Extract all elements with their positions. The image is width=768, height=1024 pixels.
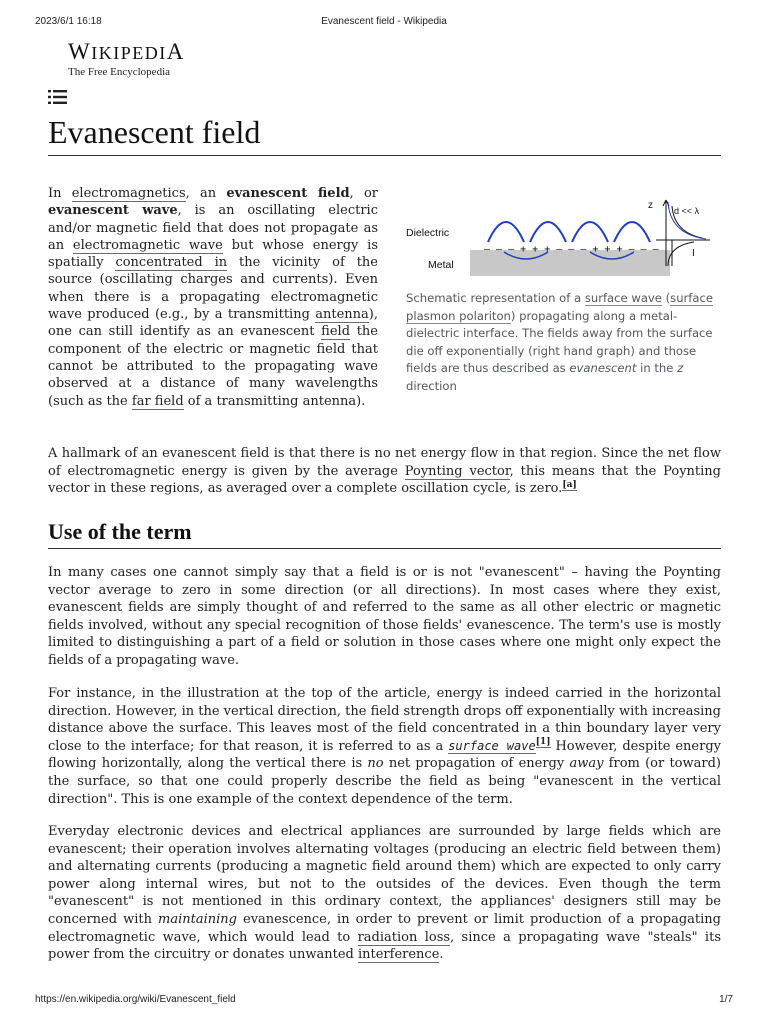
paragraph-hallmark: A hallmark of an evanescent field is that there is no net energy flow in that region. Since the net flow of electromagnetic energy is given by the average Poynting vector, this means that the Poynting vector in these regions, as averaged over a complete oscillation cycle, is zero.[a] (48, 446, 721, 497)
figure-surface-wave (404, 196, 722, 395)
axis-note: d << λ (674, 206, 700, 216)
paragraph-use-1: In many cases one cannot simply say that a field is or is not "evanescent" – having the Poynting vector average to zero in some direction (or all directions). In most cases where they exist, evanescent fields are simply thought of and referred to the same as all other electric or magnetic fields involved, without any special recognition of those fields' evanescence. The term's use is mostly limited to distinguishing a part of a field or solution in those cases where one might only expect the fields of a propagating wave. (48, 565, 721, 668)
reference-a[interactable]: [a] (562, 479, 577, 490)
axis-z-label: z (648, 200, 653, 211)
link-surface-wave[interactable]: surface wave (448, 738, 536, 753)
lead-paragraph: In electromagnetics, an evanescent field, or evanescent wave, is an oscillating electric and/or magnetic field that does not propagate as an electromagnetic wave but whose energy is spatially concentrated in the vicinity of the source (oscillating charges and currents). Even when there is a propagating electromagnetic wave produced (e.g., by a transmitting antenna), one can still identify as an evanescent field the component of the electric or magnetic field that cannot be attributed to the propagating wave observed at a distance of many wavelengths (such as the far field of a transmitting antenna). (48, 186, 378, 409)
link-antenna[interactable]: antenna (315, 307, 369, 323)
page-number: 1/7 (719, 994, 733, 1005)
logo-tagline: The Free Encyclopedia (68, 66, 171, 78)
page-title: Evanescent field (48, 112, 721, 156)
link-interference[interactable]: interference (357, 947, 440, 963)
paragraph-use-3: Everyday electronic devices and electrical appliances are surrounded by large fields which are evanescent; their operation involves alternating voltages (producing an electric field between them) and alternating currents (producing a magnetic field around them) which are expected to only carry power along internal wires, but not to the outsides of the devices. Even though the term "evanescent" is not mentioned in this ordinary context, the appliances' designers still may be concerned with maintaining evanescence, in order to prevent or limit production of a propagating electromagnetic wave, which would lead to radiation loss, since a propagating wave "steals" its power from the circuitry or donates unwanted interference. (48, 824, 722, 963)
link-poynting-vector[interactable]: Poynting vector (404, 463, 510, 479)
link-field[interactable]: field (321, 324, 351, 340)
link-electromagnetics[interactable]: electromagnetics (71, 186, 186, 201)
figure-caption: Schematic representation of a surface wave (surface plasmon polariton) propagating along a metal-dielectric interface. The fields away from the surface die off exponentially (right hand graph) and those fields are thus described as evanescent in the z direction (406, 291, 714, 393)
link-far-field[interactable]: far field (131, 393, 184, 409)
link-concentrated-in[interactable]: concentrated in (115, 255, 228, 271)
print-datetime: 2023/6/1 16:18 (35, 16, 102, 27)
reference-1[interactable]: [1] (535, 737, 551, 748)
logo-wordmark: WIKIPEDIA (68, 39, 185, 64)
print-footer (35, 994, 733, 1005)
link-surface-wave-caption[interactable]: surface wave (584, 291, 662, 305)
print-title: Evanescent field - Wikipedia (321, 16, 447, 27)
axis-i-label: I (692, 248, 695, 259)
label-dielectric: Dielectric (406, 227, 450, 239)
label-metal: Metal (428, 259, 454, 271)
print-header (35, 16, 733, 27)
field-arcs-upper (488, 222, 650, 242)
section-heading-use-of-term: Use of the term (48, 518, 721, 549)
paragraph-use-2: For instance, in the illustration at the top of the article, energy is indeed carried in the horizontal direction. However, in the vertical direction, the field strength drops off exponentially with increasing distance above the surface. This leaves most of the field concentrated in a thin boundary layer very close to the interface; for that reason, it is referred to as a surface wave[1] However, despite energy flowing horizontally, along the vertical there is no net propagation of energy away from (or toward) the surface, so that one could properly describe the field as being "evanescent in the vertical direction". This is one example of the context dependence of the term. (48, 686, 721, 807)
page-url: https://en.wikipedia.org/wiki/Evanescent_field (35, 994, 236, 1005)
link-radiation-loss[interactable]: radiation loss (357, 929, 451, 945)
link-surface-plasmon-polariton[interactable]: surface plasmon polariton (406, 291, 714, 323)
wikipedia-logo[interactable] (68, 40, 185, 78)
surface-charges: – – – + + + – – – + + + – – – (484, 244, 659, 255)
link-electromagnetic-wave[interactable]: electromagnetic wave (72, 237, 223, 253)
surface-wave-diagram[interactable] (404, 196, 720, 284)
table-of-contents-icon[interactable] (48, 89, 68, 105)
